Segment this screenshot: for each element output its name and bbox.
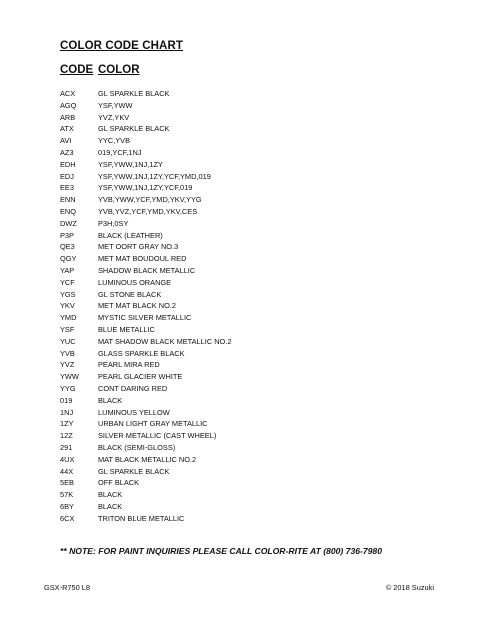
table-row [60,206,440,218]
table-row [60,371,440,383]
color-code-cell: 019 [60,395,73,405]
color-code-table [60,88,440,524]
color-name-cell: P3H,0SY [98,218,129,228]
color-name-cell: LUMINOUS YELLOW [98,407,170,417]
table-row [60,383,440,395]
color-code-cell: YWW [60,372,79,382]
table-row [60,300,440,312]
table-row [60,289,440,301]
footer-model: GSX-R750 L8 [44,583,91,592]
paint-inquiry-note: ** NOTE: FOR PAINT INQUIRIES PLEASE CALL COLOR-RITE AT (800) 736-7980 [60,546,382,556]
table-row [60,513,440,525]
color-code-cell: YKV [60,301,75,311]
color-name-cell: GL STONE BLACK [98,289,162,299]
table-row [60,430,440,442]
page-title: COLOR CODE CHART [60,40,183,52]
color-name-cell: PEARL GLACIER WHITE [98,372,183,382]
table-row [60,312,440,324]
color-name-cell: YVB,YVZ,YCF,YMD,YKV,CES [98,206,198,216]
color-name-cell: SILVER METALLIC (CAST WHEEL) [98,431,217,441]
color-name-cell: YSF,YWW [98,100,133,110]
color-name-cell: MET MAT BOUDOUL RED [98,254,187,264]
color-code-cell: YSF [60,324,75,334]
table-row [60,182,440,194]
color-name-cell: PEARL MIRA RED [98,360,160,370]
table-row [60,171,440,183]
table-row [60,324,440,336]
table-row [60,442,440,454]
color-name-cell: OFF BLACK [98,478,140,488]
color-name-cell: YSF,YWW,1NJ,1ZY [98,159,163,169]
color-code-cell: 12Z [60,431,73,441]
color-code-cell: 1ZY [60,419,74,429]
table-row [60,348,440,360]
color-code-cell: ACX [60,89,76,98]
color-code-cell: YYG [60,383,76,393]
table-row [60,477,440,489]
table-row [60,100,440,112]
color-name-cell: YSF,YWW,1NJ,1ZY,YCF,YMD,019 [98,171,211,181]
color-name-cell: 019,YCF,1NJ [98,147,142,157]
color-name-cell: BLUE METALLIC [98,324,155,334]
color-code-cell: YMD [60,313,77,323]
color-code-cell: 6BY [60,501,74,511]
code-column-header: CODE [60,64,94,76]
color-code-cell: AGQ [60,100,77,110]
table-row [60,147,440,159]
color-name-cell: SHADOW BLACK METALLIC [98,265,196,275]
color-code-cell: DWZ [60,218,77,228]
table-row [60,277,440,289]
table-row [60,218,440,230]
color-name-cell: CONT DARING RED [98,383,168,393]
color-code-cell: YGS [60,289,76,299]
table-row [60,88,440,100]
color-name-cell: GL SPARKLE BLACK [98,124,170,134]
color-name-cell: GL SPARKLE BLACK [98,466,170,476]
color-name-cell: BLACK (LEATHER) [98,230,163,240]
color-name-cell: YYC,YVB [98,136,131,146]
table-row [60,395,440,407]
color-code-cell: 57K [60,490,74,500]
color-name-cell: BLACK [98,395,123,405]
table-row [60,501,440,513]
color-code-cell: EDH [60,159,76,169]
color-code-cell: ATX [60,124,74,134]
color-name-cell: TRITON BLUE METALLIC [98,513,185,523]
color-code-cell: YCF [60,277,75,287]
color-code-cell: 44X [60,466,74,476]
color-code-cell: ENN [60,195,76,205]
color-name-cell: BLACK (SEMI-GLOSS) [98,442,176,452]
color-name-cell: LUMINOUS ORANGE [98,277,172,287]
table-row [60,135,440,147]
color-code-cell: YVB [60,348,75,358]
color-code-cell: QE3 [60,242,75,252]
table-row [60,489,440,501]
color-name-cell: YSF,YWW,1NJ,1ZY,YCF,019 [98,183,193,193]
color-code-cell: EDJ [60,171,74,181]
color-name-cell: BLACK [98,501,123,511]
table-row [60,466,440,478]
color-name-cell: MYSTIC SILVER METALLIC [98,313,192,323]
color-code-cell: 6CX [60,513,75,523]
color-code-cell: EE3 [60,183,74,193]
color-name-cell: URBAN LIGHT GRAY METALLIC [98,419,208,429]
footer-copyright: © 2018 Suzuki [385,583,434,592]
table-row [60,194,440,206]
color-code-cell: 291 [60,442,73,452]
color-name-cell: GL SPARKLE BLACK [98,89,170,98]
color-code-cell: AZ3 [60,147,74,157]
color-name-cell: GLASS SPARKLE BLACK [98,348,185,358]
color-name-cell: MET MAT BLACK NO.2 [98,301,177,311]
color-code-cell: QGY [60,254,77,264]
color-code-cell: YVZ [60,360,75,370]
color-name-cell: YVZ,YKV [98,112,130,122]
table-row [60,359,440,371]
color-name-cell: MAT BLACK METALLIC NO.2 [98,454,197,464]
table-row [60,418,440,430]
color-code-cell: 4UX [60,454,75,464]
color-name-cell: YVB,YWW,YCF,YMD,YKV,YYG [98,195,202,205]
color-name-cell: BLACK [98,490,123,500]
table-row [60,265,440,277]
color-code-cell: YAP [60,265,75,275]
table-row [60,407,440,419]
color-column-header: COLOR [98,64,140,76]
color-code-cell: P3P [60,230,74,240]
color-code-cell: 1NJ [60,407,74,417]
table-row [60,241,440,253]
color-code-cell: ENQ [60,206,77,216]
table-row [60,454,440,466]
table-row [60,112,440,124]
color-code-cell: YUC [60,336,76,346]
table-row [60,230,440,242]
table-row [60,159,440,171]
color-code-cell: ARB [60,112,76,122]
table-row [60,123,440,135]
color-name-cell: MAT SHADOW BLACK METALLIC NO.2 [98,336,232,346]
color-name-cell: MET OORT GRAY NO.3 [98,242,179,252]
table-row [60,336,440,348]
color-code-cell: AVI [60,136,72,146]
color-code-cell: 5EB [60,478,74,488]
table-row [60,253,440,265]
